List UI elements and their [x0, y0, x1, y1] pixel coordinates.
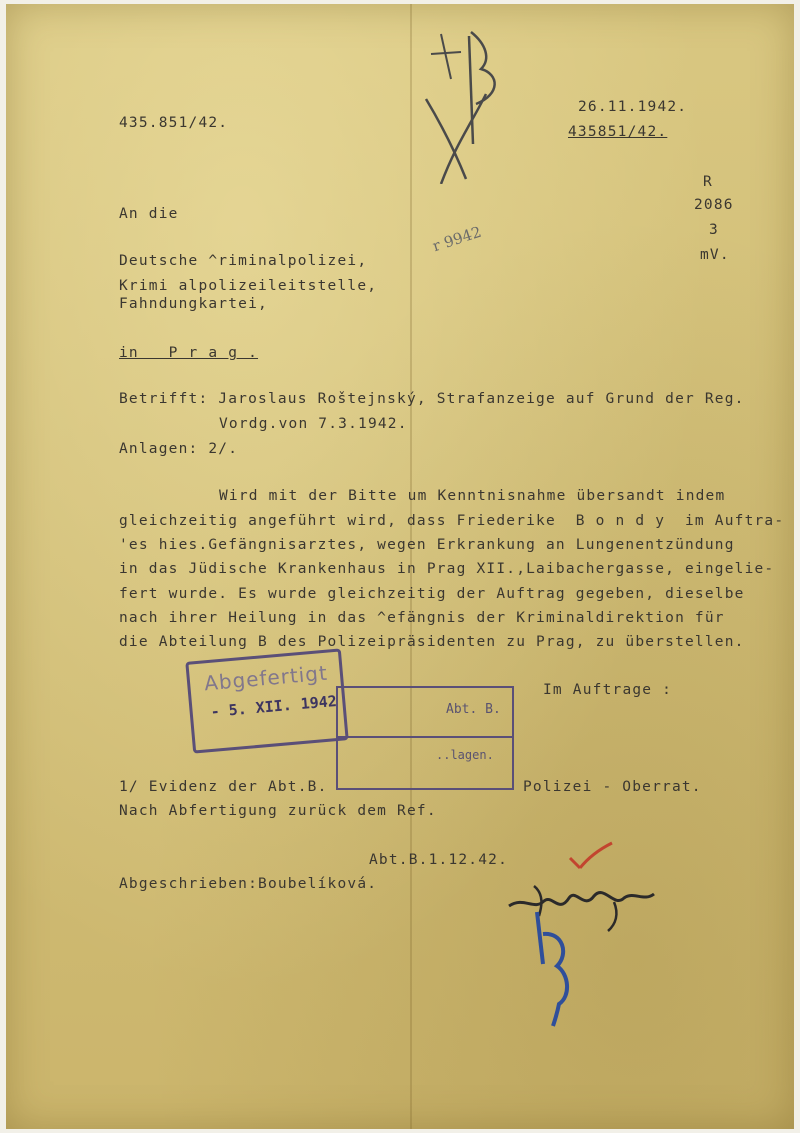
document-page — [6, 4, 794, 1129]
address-city: in P r a g . — [119, 345, 259, 361]
evidenz-line: 1/ Evidenz der Abt.B. — [119, 779, 328, 795]
im-auftrage: Im Auftrage : — [543, 682, 673, 698]
subject-line-2: Vordg.von 7.3.1942. — [219, 416, 408, 432]
stamp-abgefertigt-text: Abgefertigt — [203, 660, 329, 696]
blue-pencil-initial — [529, 904, 579, 1029]
subject-line: Betrifft: Jaroslaus Roštejnský, Strafanzeige auf Grund der Reg. — [119, 391, 745, 407]
address-line-1: Deutsche ^riminalpolizei, — [119, 253, 368, 269]
stamp-date: - 5. XII. 1942 — [209, 691, 338, 721]
registry-sub: 3 — [709, 222, 719, 238]
registry-code: R — [703, 174, 713, 190]
address-salutation: An die — [119, 206, 179, 222]
attachments-line: Anlagen: 2/. — [119, 441, 239, 457]
registry-number: 2086 — [694, 197, 734, 213]
copied-by: Abgeschrieben:Boubelíková. — [119, 876, 378, 892]
department-date: Abt.B.1.12.42. — [369, 852, 509, 868]
box-abt-text: Abt. B. — [446, 702, 501, 717]
address-line-2: Krimi alpolizeileitstelle, — [119, 278, 378, 294]
reference-left: 435.851/42. — [119, 115, 229, 131]
handwritten-signature — [504, 876, 664, 936]
body-line-2: gleichzeitig angeführt wird, dass Friederike B o n d y im Auftra- — [119, 513, 785, 529]
body-line-3: 'es hies.Gefängnisarztes, wegen Erkrankung an Lungenentzündung — [119, 537, 735, 553]
body-line-5: fert wurde. Es wurde gleichzeitig der Auftrag gegeben, dieselbe — [119, 586, 745, 602]
pencil-note: r 9942 — [430, 222, 484, 256]
abgefertigt-stamp — [185, 648, 348, 753]
box-anlagen-text: ..lagen. — [436, 748, 494, 762]
document-date: 26.11.1942. — [578, 99, 688, 115]
body-line-6: nach ihrer Heilung in das ^efängnis der Kriminaldirektion für — [119, 610, 725, 626]
body-line-7: die Abteilung B des Polizeipräsidenten zu Prag, zu überstellen. — [119, 634, 745, 650]
department-box-stamp — [336, 686, 514, 790]
body-line-4: in das Jüdische Krankenhaus in Prag XII.,Laibachergasse, eingelie- — [119, 561, 775, 577]
handwritten-xb-mark — [411, 24, 521, 184]
officer-rank: Polizei - Oberrat. — [523, 779, 702, 795]
red-check-mark — [566, 840, 616, 876]
nach-abfertigung-line: Nach Abfertigung zurück dem Ref. — [119, 803, 437, 819]
reference-right: 435851/42. — [568, 124, 668, 140]
address-line-3: Fahndungkartei, — [119, 296, 268, 312]
registry-mv: mV. — [700, 247, 730, 263]
body-line-1: Wird mit der Bitte um Kenntnisnahme übersandt indem — [219, 488, 726, 504]
